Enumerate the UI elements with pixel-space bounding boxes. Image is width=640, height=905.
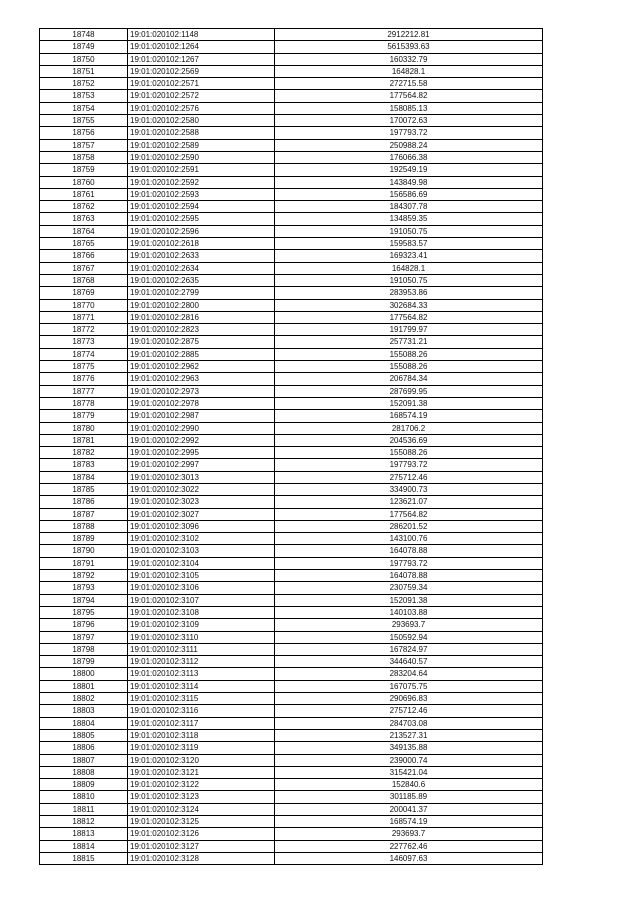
value-cell: 155088.26 xyxy=(275,348,543,360)
cadastral-number-cell: 19:01:020102:2963 xyxy=(128,373,275,385)
value-cell: 160332.79 xyxy=(275,53,543,65)
row-number-cell: 18775 xyxy=(40,361,128,373)
table-row xyxy=(40,299,543,311)
row-number-cell: 18782 xyxy=(40,447,128,459)
cadastral-number-cell: 19:01:020102:3117 xyxy=(128,717,275,729)
row-number-cell: 18813 xyxy=(40,828,128,840)
table-row xyxy=(40,201,543,213)
value-cell: 164078.88 xyxy=(275,570,543,582)
row-number-cell: 18810 xyxy=(40,791,128,803)
table-row xyxy=(40,459,543,471)
row-number-cell: 18796 xyxy=(40,619,128,631)
value-cell: 177564.82 xyxy=(275,508,543,520)
value-cell: 250988.24 xyxy=(275,139,543,151)
value-cell: 272715.58 xyxy=(275,78,543,90)
value-cell: 155088.26 xyxy=(275,447,543,459)
value-cell: 283953.86 xyxy=(275,287,543,299)
value-cell: 197793.72 xyxy=(275,557,543,569)
table-row xyxy=(40,742,543,754)
table-row xyxy=(40,471,543,483)
cadastral-number-cell: 19:01:020102:3124 xyxy=(128,803,275,815)
table-row xyxy=(40,262,543,274)
cadastral-number-cell: 19:01:020102:3109 xyxy=(128,619,275,631)
row-number-cell: 18750 xyxy=(40,53,128,65)
table-row xyxy=(40,680,543,692)
value-cell: 191050.75 xyxy=(275,225,543,237)
table-row xyxy=(40,619,543,631)
value-cell: 177564.82 xyxy=(275,311,543,323)
cadastral-number-cell: 19:01:020102:2995 xyxy=(128,447,275,459)
value-cell: 152840.6 xyxy=(275,779,543,791)
row-number-cell: 18781 xyxy=(40,434,128,446)
value-cell: 287699.95 xyxy=(275,385,543,397)
cadastral-number-cell: 19:01:020102:2576 xyxy=(128,102,275,114)
table-row xyxy=(40,840,543,852)
row-number-cell: 18812 xyxy=(40,816,128,828)
cadastral-number-cell: 19:01:020102:2569 xyxy=(128,65,275,77)
row-number-cell: 18779 xyxy=(40,410,128,422)
value-cell: 275712.46 xyxy=(275,471,543,483)
value-cell: 152091.38 xyxy=(275,594,543,606)
table-row xyxy=(40,385,543,397)
cadastral-number-cell: 19:01:020102:3115 xyxy=(128,693,275,705)
row-number-cell: 18808 xyxy=(40,766,128,778)
table-row xyxy=(40,631,543,643)
value-cell: 164078.88 xyxy=(275,545,543,557)
table-row xyxy=(40,336,543,348)
cadastral-number-cell: 19:01:020102:3114 xyxy=(128,680,275,692)
row-number-cell: 18790 xyxy=(40,545,128,557)
value-cell: 290696.83 xyxy=(275,693,543,705)
row-number-cell: 18792 xyxy=(40,570,128,582)
cadastral-number-cell: 19:01:020102:2987 xyxy=(128,410,275,422)
table-row xyxy=(40,766,543,778)
value-cell: 176066.38 xyxy=(275,151,543,163)
value-cell: 227762.46 xyxy=(275,840,543,852)
table-row xyxy=(40,397,543,409)
table-row xyxy=(40,287,543,299)
table-row xyxy=(40,151,543,163)
value-cell: 334900.73 xyxy=(275,483,543,495)
row-number-cell: 18763 xyxy=(40,213,128,225)
row-number-cell: 18756 xyxy=(40,127,128,139)
cadastral-number-cell: 19:01:020102:2992 xyxy=(128,434,275,446)
value-cell: 349135.88 xyxy=(275,742,543,754)
row-number-cell: 18753 xyxy=(40,90,128,102)
table-row xyxy=(40,582,543,594)
table-row xyxy=(40,754,543,766)
value-cell: 315421.04 xyxy=(275,766,543,778)
row-number-cell: 18778 xyxy=(40,397,128,409)
row-number-cell: 18806 xyxy=(40,742,128,754)
row-number-cell: 18811 xyxy=(40,803,128,815)
table-row xyxy=(40,90,543,102)
cadastral-number-cell: 19:01:020102:2816 xyxy=(128,311,275,323)
row-number-cell: 18768 xyxy=(40,274,128,286)
cadastral-number-cell: 19:01:020102:3116 xyxy=(128,705,275,717)
row-number-cell: 18748 xyxy=(40,29,128,41)
value-cell: 159583.57 xyxy=(275,238,543,250)
table-row xyxy=(40,78,543,90)
cadastral-number-cell: 19:01:020102:2875 xyxy=(128,336,275,348)
table-row xyxy=(40,348,543,360)
table-row xyxy=(40,483,543,495)
cadastral-number-cell: 19:01:020102:2591 xyxy=(128,164,275,176)
cadastral-number-cell: 19:01:020102:3106 xyxy=(128,582,275,594)
value-cell: 293693.7 xyxy=(275,619,543,631)
row-number-cell: 18759 xyxy=(40,164,128,176)
row-number-cell: 18766 xyxy=(40,250,128,262)
cadastral-number-cell: 19:01:020102:3022 xyxy=(128,483,275,495)
cadastral-number-cell: 19:01:020102:2962 xyxy=(128,361,275,373)
value-cell: 293693.7 xyxy=(275,828,543,840)
table-row xyxy=(40,176,543,188)
value-cell: 168574.19 xyxy=(275,816,543,828)
cadastral-number-cell: 19:01:020102:3128 xyxy=(128,852,275,864)
value-cell: 197793.72 xyxy=(275,127,543,139)
table-row xyxy=(40,213,543,225)
cadastral-number-cell: 19:01:020102:2799 xyxy=(128,287,275,299)
value-cell: 301185.89 xyxy=(275,791,543,803)
cadastral-number-cell: 19:01:020102:3108 xyxy=(128,606,275,618)
table-row xyxy=(40,828,543,840)
cadastral-number-cell: 19:01:020102:3118 xyxy=(128,729,275,741)
value-cell: 192549.19 xyxy=(275,164,543,176)
row-number-cell: 18774 xyxy=(40,348,128,360)
table-row xyxy=(40,361,543,373)
row-number-cell: 18769 xyxy=(40,287,128,299)
row-number-cell: 18797 xyxy=(40,631,128,643)
row-number-cell: 18767 xyxy=(40,262,128,274)
table-row xyxy=(40,791,543,803)
row-number-cell: 18802 xyxy=(40,693,128,705)
row-number-cell: 18786 xyxy=(40,496,128,508)
value-cell: 286201.52 xyxy=(275,520,543,532)
row-number-cell: 18784 xyxy=(40,471,128,483)
cadastral-number-cell: 19:01:020102:3102 xyxy=(128,533,275,545)
cadastral-number-cell: 19:01:020102:2594 xyxy=(128,201,275,213)
row-number-cell: 18751 xyxy=(40,65,128,77)
row-number-cell: 18793 xyxy=(40,582,128,594)
cadastral-number-cell: 19:01:020102:3126 xyxy=(128,828,275,840)
table-row xyxy=(40,717,543,729)
value-cell: 177564.82 xyxy=(275,90,543,102)
table-row xyxy=(40,102,543,114)
table-row xyxy=(40,373,543,385)
cadastral-number-cell: 19:01:020102:2572 xyxy=(128,90,275,102)
row-number-cell: 18762 xyxy=(40,201,128,213)
table-row xyxy=(40,852,543,864)
table-row xyxy=(40,643,543,655)
row-number-cell: 18804 xyxy=(40,717,128,729)
cadastral-number-cell: 19:01:020102:3096 xyxy=(128,520,275,532)
value-cell: 257731.21 xyxy=(275,336,543,348)
row-number-cell: 18772 xyxy=(40,324,128,336)
table-row xyxy=(40,606,543,618)
value-cell: 158085.13 xyxy=(275,102,543,114)
row-number-cell: 18776 xyxy=(40,373,128,385)
table-row xyxy=(40,729,543,741)
cadastral-number-cell: 19:01:020102:3105 xyxy=(128,570,275,582)
cadastral-number-cell: 19:01:020102:2595 xyxy=(128,213,275,225)
value-cell: 164828.1 xyxy=(275,262,543,274)
cadastral-number-cell: 19:01:020102:2997 xyxy=(128,459,275,471)
cadastral-number-cell: 19:01:020102:3121 xyxy=(128,766,275,778)
cadastral-number-cell: 19:01:020102:2580 xyxy=(128,115,275,127)
table-row xyxy=(40,816,543,828)
row-number-cell: 18805 xyxy=(40,729,128,741)
table-row xyxy=(40,434,543,446)
row-number-cell: 18771 xyxy=(40,311,128,323)
table-row xyxy=(40,225,543,237)
value-cell: 281706.2 xyxy=(275,422,543,434)
cadastral-number-cell: 19:01:020102:3127 xyxy=(128,840,275,852)
table-row xyxy=(40,139,543,151)
row-number-cell: 18801 xyxy=(40,680,128,692)
value-cell: 275712.46 xyxy=(275,705,543,717)
value-cell: 164828.1 xyxy=(275,65,543,77)
cadastral-number-cell: 19:01:020102:3113 xyxy=(128,668,275,680)
value-cell: 2912212.81 xyxy=(275,29,543,41)
row-number-cell: 18749 xyxy=(40,41,128,53)
cadastral-number-cell: 19:01:020102:3123 xyxy=(128,791,275,803)
table-row xyxy=(40,693,543,705)
table-row xyxy=(40,324,543,336)
table-row xyxy=(40,557,543,569)
row-number-cell: 18780 xyxy=(40,422,128,434)
table-row xyxy=(40,274,543,286)
table-row xyxy=(40,496,543,508)
table-row xyxy=(40,705,543,717)
value-cell: 206784.34 xyxy=(275,373,543,385)
cadastral-number-cell: 19:01:020102:1148 xyxy=(128,29,275,41)
table-row xyxy=(40,570,543,582)
cadastral-number-cell: 19:01:020102:2800 xyxy=(128,299,275,311)
value-cell: 134859.35 xyxy=(275,213,543,225)
table-body xyxy=(40,29,543,865)
cadastral-number-cell: 19:01:020102:2592 xyxy=(128,176,275,188)
row-number-cell: 18752 xyxy=(40,78,128,90)
cadastral-number-cell: 19:01:020102:3013 xyxy=(128,471,275,483)
value-cell: 167824.97 xyxy=(275,643,543,655)
value-cell: 230759.34 xyxy=(275,582,543,594)
row-number-cell: 18803 xyxy=(40,705,128,717)
table-row xyxy=(40,803,543,815)
table-row xyxy=(40,29,543,41)
value-cell: 344640.57 xyxy=(275,656,543,668)
row-number-cell: 18765 xyxy=(40,238,128,250)
table-row xyxy=(40,594,543,606)
value-cell: 284703.08 xyxy=(275,717,543,729)
cadastral-number-cell: 19:01:020102:3110 xyxy=(128,631,275,643)
table-row xyxy=(40,238,543,250)
table-row xyxy=(40,410,543,422)
value-cell: 200041.37 xyxy=(275,803,543,815)
cadastral-number-cell: 19:01:020102:2589 xyxy=(128,139,275,151)
row-number-cell: 18795 xyxy=(40,606,128,618)
table-row xyxy=(40,447,543,459)
cadastral-number-cell: 19:01:020102:2634 xyxy=(128,262,275,274)
cadastral-number-cell: 19:01:020102:1267 xyxy=(128,53,275,65)
value-cell: 150592.94 xyxy=(275,631,543,643)
value-cell: 143849.98 xyxy=(275,176,543,188)
value-cell: 191050.75 xyxy=(275,274,543,286)
value-cell: 204536.69 xyxy=(275,434,543,446)
value-cell: 167075.75 xyxy=(275,680,543,692)
value-cell: 152091.38 xyxy=(275,397,543,409)
cadastral-number-cell: 19:01:020102:2588 xyxy=(128,127,275,139)
cadastral-number-cell: 19:01:020102:3023 xyxy=(128,496,275,508)
table-row xyxy=(40,41,543,53)
cadastral-number-cell: 19:01:020102:2590 xyxy=(128,151,275,163)
table-row xyxy=(40,779,543,791)
row-number-cell: 18814 xyxy=(40,840,128,852)
value-cell: 213527.31 xyxy=(275,729,543,741)
value-cell: 143100.76 xyxy=(275,533,543,545)
row-number-cell: 18798 xyxy=(40,643,128,655)
table-row xyxy=(40,311,543,323)
cadastral-number-cell: 19:01:020102:3120 xyxy=(128,754,275,766)
table-row xyxy=(40,668,543,680)
value-cell: 302684.33 xyxy=(275,299,543,311)
table-row xyxy=(40,115,543,127)
cadastral-number-cell: 19:01:020102:2823 xyxy=(128,324,275,336)
cadastral-value-table xyxy=(39,28,543,865)
table-row xyxy=(40,127,543,139)
cadastral-number-cell: 19:01:020102:3111 xyxy=(128,643,275,655)
row-number-cell: 18760 xyxy=(40,176,128,188)
cadastral-number-cell: 19:01:020102:2633 xyxy=(128,250,275,262)
row-number-cell: 18815 xyxy=(40,852,128,864)
row-number-cell: 18777 xyxy=(40,385,128,397)
table-row xyxy=(40,656,543,668)
row-number-cell: 18754 xyxy=(40,102,128,114)
value-cell: 168574.19 xyxy=(275,410,543,422)
table-row xyxy=(40,545,543,557)
row-number-cell: 18788 xyxy=(40,520,128,532)
value-cell: 140103.88 xyxy=(275,606,543,618)
table-row xyxy=(40,250,543,262)
cadastral-number-cell: 19:01:020102:2596 xyxy=(128,225,275,237)
cadastral-number-cell: 19:01:020102:3119 xyxy=(128,742,275,754)
value-cell: 239000.74 xyxy=(275,754,543,766)
cadastral-number-cell: 19:01:020102:3107 xyxy=(128,594,275,606)
row-number-cell: 18764 xyxy=(40,225,128,237)
cadastral-number-cell: 19:01:020102:1264 xyxy=(128,41,275,53)
value-cell: 156586.69 xyxy=(275,188,543,200)
row-number-cell: 18755 xyxy=(40,115,128,127)
value-cell: 155088.26 xyxy=(275,361,543,373)
row-number-cell: 18758 xyxy=(40,151,128,163)
value-cell: 184307.78 xyxy=(275,201,543,213)
cadastral-number-cell: 19:01:020102:2978 xyxy=(128,397,275,409)
cadastral-number-cell: 19:01:020102:3125 xyxy=(128,816,275,828)
row-number-cell: 18794 xyxy=(40,594,128,606)
table-row xyxy=(40,188,543,200)
row-number-cell: 18789 xyxy=(40,533,128,545)
value-cell: 146097.63 xyxy=(275,852,543,864)
table-row xyxy=(40,422,543,434)
row-number-cell: 18783 xyxy=(40,459,128,471)
row-number-cell: 18773 xyxy=(40,336,128,348)
row-number-cell: 18807 xyxy=(40,754,128,766)
cadastral-number-cell: 19:01:020102:3027 xyxy=(128,508,275,520)
value-cell: 283204.64 xyxy=(275,668,543,680)
cadastral-number-cell: 19:01:020102:3112 xyxy=(128,656,275,668)
value-cell: 191799.97 xyxy=(275,324,543,336)
row-number-cell: 18785 xyxy=(40,483,128,495)
row-number-cell: 18787 xyxy=(40,508,128,520)
value-cell: 5615393.63 xyxy=(275,41,543,53)
cadastral-number-cell: 19:01:020102:2635 xyxy=(128,274,275,286)
cadastral-number-cell: 19:01:020102:2618 xyxy=(128,238,275,250)
row-number-cell: 18761 xyxy=(40,188,128,200)
row-number-cell: 18800 xyxy=(40,668,128,680)
cadastral-number-cell: 19:01:020102:3104 xyxy=(128,557,275,569)
row-number-cell: 18791 xyxy=(40,557,128,569)
table-row xyxy=(40,520,543,532)
cadastral-number-cell: 19:01:020102:2990 xyxy=(128,422,275,434)
row-number-cell: 18799 xyxy=(40,656,128,668)
table-row xyxy=(40,533,543,545)
cadastral-number-cell: 19:01:020102:3103 xyxy=(128,545,275,557)
table-row xyxy=(40,508,543,520)
table-row xyxy=(40,65,543,77)
table-row xyxy=(40,53,543,65)
table-row xyxy=(40,164,543,176)
value-cell: 197793.72 xyxy=(275,459,543,471)
row-number-cell: 18809 xyxy=(40,779,128,791)
cadastral-number-cell: 19:01:020102:2593 xyxy=(128,188,275,200)
cadastral-number-cell: 19:01:020102:2973 xyxy=(128,385,275,397)
value-cell: 170072.63 xyxy=(275,115,543,127)
cadastral-number-cell: 19:01:020102:2885 xyxy=(128,348,275,360)
value-cell: 123621.07 xyxy=(275,496,543,508)
cadastral-number-cell: 19:01:020102:2571 xyxy=(128,78,275,90)
row-number-cell: 18757 xyxy=(40,139,128,151)
cadastral-number-cell: 19:01:020102:3122 xyxy=(128,779,275,791)
row-number-cell: 18770 xyxy=(40,299,128,311)
value-cell: 169323.41 xyxy=(275,250,543,262)
